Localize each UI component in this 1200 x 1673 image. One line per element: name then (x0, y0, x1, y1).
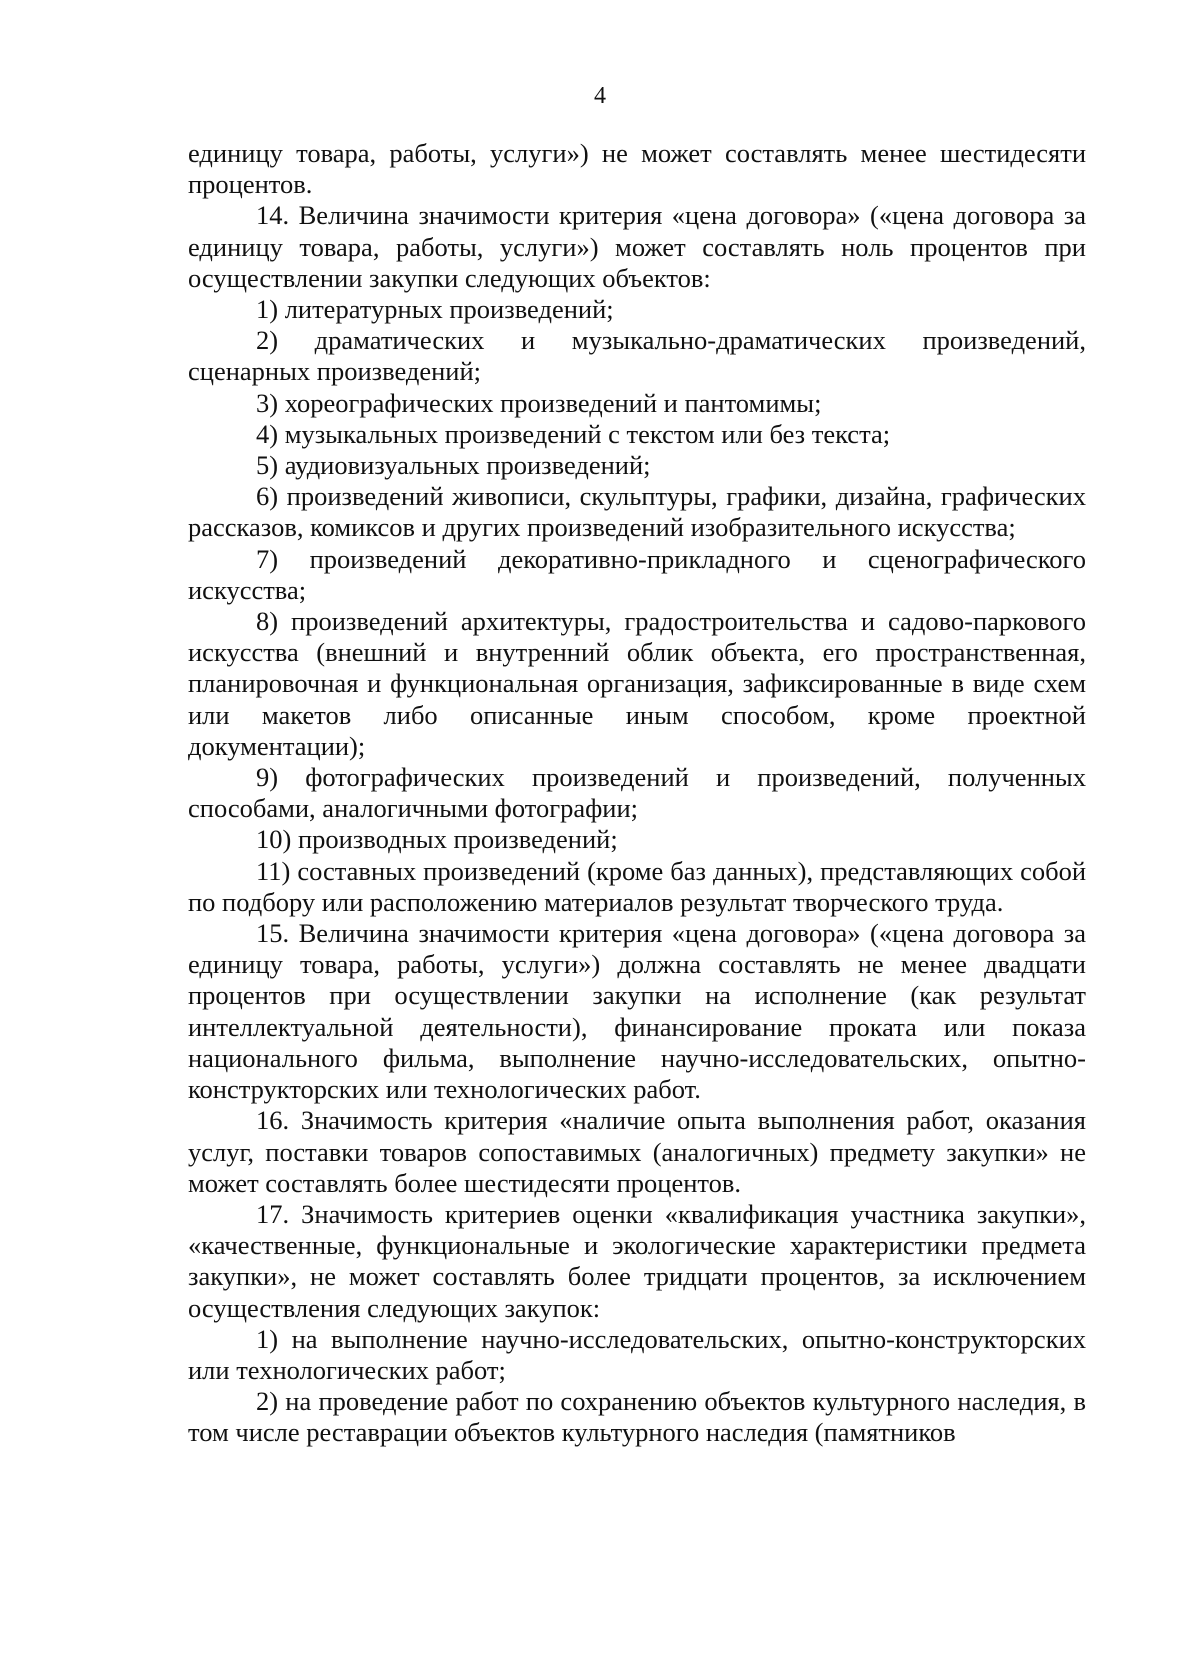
list-item-11: 11) составных произведений (кроме баз данных), представляющих собой по подбору или расположению материалов результат творческого труда. (188, 855, 1086, 917)
page-number: 4 (594, 83, 606, 109)
list-item-7: 7) произведений декоративно-прикладного и сценографического искусства; (188, 543, 1086, 605)
procurement-item-2: 2) на проведение работ по сохранению объектов культурного наследия, в том числе реставрации объектов культурного наследия (памятников (188, 1386, 1086, 1448)
paragraph-15: 15. Величина значимости критерия «цена договора» («цена договора за единицу товара, работы, услуги») должна составлять не менее двадцати процентов при осуществлении закупки на исполнение (как результат интеллектуальной деятельности), финансирование проката или показа национального фильма, выполнение научно-исследовательских, опытно-конструкторских или технологических работ. (188, 918, 1086, 1105)
list-item-1: 1) литературных произведений; (256, 294, 614, 325)
list-item-4: 4) музыкальных произведений с текстом или без текста; (256, 418, 891, 449)
paragraph-14: 14. Величина значимости критерия «цена договора» («цена договора за единицу товара, работы, услуги») может составлять ноль процентов при осуществлении закупки следующих объектов: (188, 200, 1086, 293)
list-item-9: 9) фотографических произведений и произведений, полученных способами, аналогичными фотографии; (188, 762, 1086, 824)
paragraph-17: 17. Значимость критериев оценки «квалификация участника закупки», «качественные, функциональные и экологические характеристики предмета закупки», не может составлять более тридцати процентов, за исключением осуществления следующих закупок: (188, 1198, 1086, 1323)
document-body (188, 138, 1086, 1449)
paragraph-16: 16. Значимость критерия «наличие опыта выполнения работ, оказания услуг, поставки товаров сопоставимых (аналогичных) предмету закупки» не может составлять более шестидесяти процентов. (188, 1105, 1086, 1198)
list-item-5: 5) аудиовизуальных произведений; (256, 450, 651, 481)
list-item-8: 8) произведений архитектуры, градостроительства и садово-паркового искусства (внешний и внутренний облик объекта, его пространственная, планировочная и функциональная организация, зафиксированные в виде схем или макетов либо описанные иным способом, кроме проектной документации); (188, 606, 1086, 761)
list-item-10: 10) производных произведений; (256, 824, 618, 855)
list-item-6: 6) произведений живописи, скульптуры, графики, дизайна, графических рассказов, комиксов и других произведений изобразительного искусства; (188, 481, 1086, 543)
list-item-3: 3) хореографических произведений и пантомимы; (256, 387, 822, 418)
list-item-2: 2) драматических и музыкально-драматических произведений, сценарных произведений; (188, 325, 1086, 387)
paragraph-continuation: единицу товара, работы, услуги») не может составлять менее шестидесяти процентов. (188, 138, 1086, 200)
procurement-item-1: 1) на выполнение научно-исследовательских, опытно-конструкторских или технологических работ; (188, 1323, 1086, 1385)
